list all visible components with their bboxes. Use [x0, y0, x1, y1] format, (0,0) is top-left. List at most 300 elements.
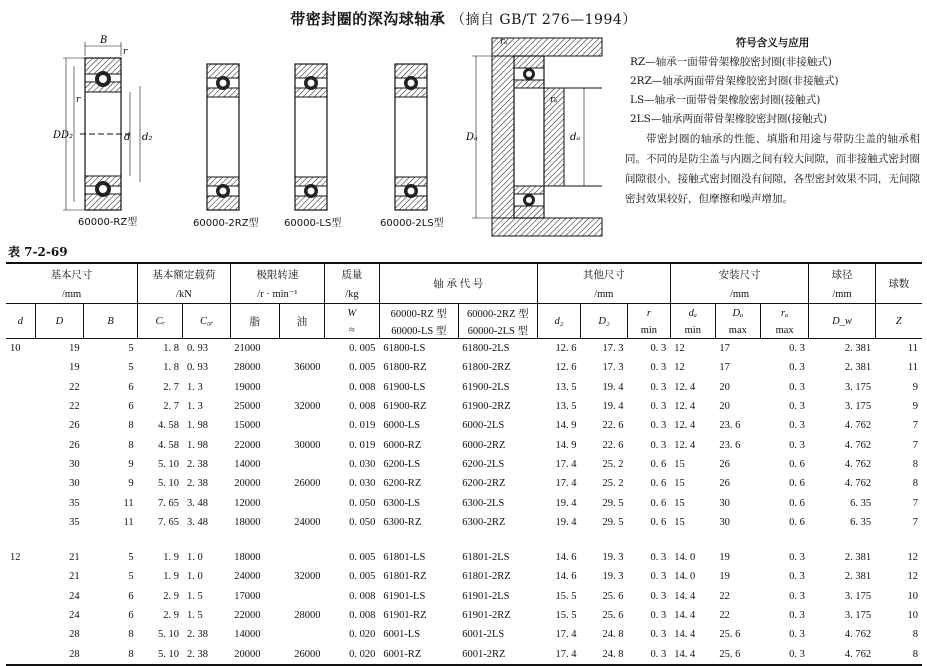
cell-d [6, 644, 35, 664]
table-row [6, 548, 922, 567]
cell-da: 14. 0 [674, 571, 696, 583]
cell-oil: 26000 [294, 478, 321, 490]
table-row [6, 606, 922, 625]
cell-C0r: 1. 5 [186, 610, 203, 621]
cell-B: 6 [128, 381, 134, 393]
cell-c2 [458, 532, 537, 548]
cell-d2: 13. 5 [555, 401, 577, 413]
cell-d [6, 606, 35, 625]
cell-D: 24 [69, 590, 80, 602]
cell-D: 21 [69, 571, 80, 583]
cell-da: 15 [674, 497, 685, 509]
cell-d2: 17. 4 [555, 478, 577, 490]
cell-d: 10 [10, 343, 21, 355]
cell-oil: 28000 [294, 610, 321, 621]
cell-r: 0. 3 [650, 629, 667, 641]
cell-Cr: 1. 8 [163, 343, 179, 355]
col-da: dₐ [670, 304, 715, 323]
cell-W: 0. 008 [349, 401, 376, 413]
cell-C0r: 3. 48 [186, 497, 208, 509]
cell-D2: 25. 2 [602, 458, 624, 470]
cell-B: 11 [123, 516, 134, 528]
cell-B: 8 [128, 439, 134, 451]
cell-Z: 10 [907, 610, 918, 621]
cell-Dw: 4. 762 [844, 629, 872, 641]
cell-da: 14. 4 [674, 590, 696, 602]
cell-D: 30 [69, 458, 80, 470]
cell-D: 35 [69, 497, 80, 509]
cell-ra: 0. 3 [789, 343, 805, 355]
col-Cr: Cᵣ [138, 304, 183, 339]
col-ra: rₐ [760, 304, 809, 323]
cell-d [6, 455, 35, 474]
col-B: B [84, 304, 138, 339]
cell-Dw [809, 532, 875, 548]
cell-D: 26 [69, 420, 80, 432]
cell-r: 0. 3 [650, 381, 667, 393]
cell-W [325, 532, 380, 548]
cell-Z: 12 [907, 552, 918, 564]
cell-d2: 19. 4 [555, 497, 577, 509]
cell-W: 0. 020 [325, 644, 380, 664]
dim-da: dₐ [570, 132, 581, 143]
cell-W: 0. 008 [349, 381, 376, 393]
legend-item-2rz: 2RZ—轴承两面带骨架橡胶密封圈(非接触式) [630, 75, 839, 87]
header-other: 其他尺寸 [537, 263, 670, 285]
cell-d [6, 513, 35, 532]
cell-Dw: 2. 381 [844, 362, 872, 374]
header-ball-dia: 球径 [809, 263, 875, 285]
cell-C0r: 3. 48 [186, 516, 208, 528]
cell-d2: 14. 6 [555, 552, 577, 564]
cell-Dw: 3. 175 [844, 610, 872, 621]
cell-Da: 22 [719, 590, 730, 602]
cell-d [6, 435, 35, 454]
cell-W: 0. 005 [349, 552, 376, 564]
cell-ra: 0. 3 [789, 629, 805, 641]
cell-d [6, 625, 35, 644]
cell-D2: 17. 3 [602, 343, 624, 355]
cell-D: 22 [69, 381, 80, 393]
cell-B: 8 [84, 644, 138, 664]
cell-grease: 25000 [234, 401, 261, 413]
cell-Z: 8 [912, 458, 918, 470]
cell-D: 26 [69, 439, 80, 451]
cell-grease: 28000 [234, 362, 261, 374]
cell-Cr: 4. 58 [157, 420, 179, 432]
cell-Da: 19 [719, 552, 730, 564]
cell-Z [875, 532, 922, 548]
cell-c2: 61800-2RZ [462, 362, 511, 374]
legend-item-ls: LS—轴承一面带骨架橡胶密封圈(接触式) [630, 94, 821, 106]
cell-W: 0. 019 [349, 439, 376, 451]
header-ball-num: 球数 [875, 263, 922, 304]
cell-da: 12 [674, 343, 685, 355]
cell-da: 15 [674, 478, 685, 490]
figure-ls [295, 64, 327, 210]
cell-Z: 9 [912, 381, 918, 393]
cell-grease: 20000 [234, 478, 261, 490]
col-d2: d₂ [537, 304, 580, 339]
cell-c2: 6300-2RZ [462, 516, 506, 528]
cell-C0r: 2. 38 [186, 629, 208, 641]
cell-Cr: 4. 58 [157, 439, 179, 451]
cell-C0r: 1. 3 [186, 381, 203, 393]
cell-B: 6 [128, 401, 134, 413]
cell-D: 19 [69, 343, 80, 355]
cell-c2: 61900-2RZ [462, 401, 511, 413]
cell-B: 11 [123, 497, 134, 509]
cell-D: 22 [69, 401, 80, 413]
cell-r: 0. 6 [650, 458, 667, 470]
cell-ra: 0. 6 [789, 497, 805, 509]
cell-Da: 30 [719, 516, 730, 528]
table-row [6, 378, 922, 397]
cell-ra: 0. 3 [789, 610, 805, 621]
col-d: d [6, 304, 35, 339]
cell-C0r: 1. 0 [186, 571, 203, 583]
cell-c2: 61901-2LS [462, 590, 510, 602]
cell-Cr: 5. 10 [138, 644, 183, 664]
cell-Dw: 2. 381 [844, 343, 872, 355]
cell-c1: 61901-LS [383, 590, 426, 602]
cell-ra: 0. 6 [789, 458, 805, 470]
cell-C0r: 1. 5 [186, 590, 203, 602]
cell-da: 12. 4 [674, 439, 696, 451]
cell-C0r: 1. 98 [186, 420, 208, 432]
cell-c2: 6000-2LS [462, 420, 505, 432]
header-row-1 [6, 263, 922, 285]
cell-oil [279, 548, 324, 567]
cell-d [6, 378, 35, 397]
table-row [6, 416, 922, 435]
cell-grease: 17000 [234, 590, 261, 602]
cell-oil: 26000 [279, 644, 324, 664]
cell-da: 12. 4 [674, 420, 696, 432]
cell-B: 8 [128, 629, 134, 641]
table-row [6, 493, 922, 512]
cell-Dw: 4. 762 [844, 478, 872, 490]
col-r: r [627, 304, 670, 323]
dim-D: D [53, 130, 62, 141]
cell-Z: 11 [907, 343, 918, 355]
cell-grease: 14000 [234, 458, 261, 470]
cell-D2: 19. 4 [602, 401, 624, 413]
col-r-min: min [627, 322, 670, 339]
cell-oil [279, 339, 324, 359]
cell-D2: 22. 6 [602, 420, 624, 432]
cell-da: 14. 4 [674, 610, 696, 621]
cell-d [6, 567, 35, 586]
table-row [6, 339, 922, 359]
cell-d2: 19. 4 [555, 516, 577, 528]
cell-oil [279, 416, 324, 435]
cell-d [6, 532, 35, 548]
cell-ra: 0. 3 [789, 420, 805, 432]
cell-d [6, 493, 35, 512]
cell-D2: 29. 5 [602, 516, 624, 528]
dim-ra-inner: rₐ [550, 95, 558, 105]
col-ra-max: max [760, 322, 809, 339]
cell-Z: 10 [907, 590, 918, 602]
cell-W: 0. 020 [349, 629, 376, 641]
cell-grease: 12000 [234, 497, 261, 509]
cell-da: 14. 4 [674, 629, 696, 641]
table-row [6, 567, 922, 586]
cell-oil: 24000 [294, 516, 321, 528]
col-W: W [325, 304, 380, 323]
cell-D2: 19. 3 [602, 552, 624, 564]
cell-c1: 6000-RZ [383, 439, 422, 451]
cell-c1: 61801-LS [383, 552, 426, 564]
cell-da: 14. 0 [674, 552, 696, 564]
cell-r [627, 532, 670, 548]
col-D2: D₂ [581, 304, 628, 339]
cell-d2: 17. 4 [537, 644, 580, 664]
cell-grease: 18000 [234, 552, 261, 564]
cell-ra: 0. 3 [789, 439, 805, 451]
header-row-3 [6, 304, 922, 323]
cell-d2: 14. 9 [555, 439, 577, 451]
cell-ra: 0. 6 [789, 478, 805, 490]
cell-da: 14. 4 [670, 644, 715, 664]
cell-B: 8 [128, 420, 134, 432]
cell-B: 9 [128, 478, 134, 490]
cell-Cr: 1. 8 [163, 362, 179, 374]
col-code-rz: 60000-RZ 型 [379, 304, 458, 323]
cell-Da: 25. 6 [715, 644, 760, 664]
legend-item-2ls: 2LS—轴承两面带骨架橡胶密封圈(接触式) [630, 113, 828, 125]
cell-c2: 6300-2LS [462, 497, 505, 509]
cell-r: 0. 3 [650, 343, 667, 355]
cell-C0r: 1. 98 [186, 439, 208, 451]
cell-D: 30 [69, 478, 80, 490]
cell-Z: 8 [912, 478, 918, 490]
cell-grease: 22000 [234, 439, 261, 451]
cell-Z: 7 [912, 420, 918, 432]
cell-D: 19 [69, 362, 80, 374]
dim-d2: d₂ [142, 132, 153, 143]
table-row [6, 513, 922, 532]
cell-B: 6 [128, 590, 134, 602]
cell-W: 0. 050 [349, 516, 376, 528]
table-row [6, 644, 922, 664]
cell-Cr: 5. 10 [157, 478, 179, 490]
cell-c1: 61800-LS [383, 343, 426, 355]
cell-Da: 23. 6 [719, 420, 741, 432]
cell-d2: 17. 4 [555, 458, 577, 470]
cell-d2: 12. 6 [555, 362, 577, 374]
cell-D2: 25. 6 [602, 610, 624, 621]
cell-Z: 8 [875, 644, 922, 664]
cell-c1: 61801-RZ [383, 571, 427, 583]
cell-D2: 19. 4 [602, 381, 624, 393]
cell-Cr: 7. 65 [157, 497, 179, 509]
title-source: （摘自 GB/T 276—1994） [450, 12, 637, 28]
dim-D2: D₂ [61, 130, 74, 141]
cell-W: 0. 030 [349, 458, 376, 470]
header-install: 安装尺寸 [670, 263, 809, 285]
cell-r: 0. 3 [650, 571, 667, 583]
unit-install: /mm [670, 285, 809, 304]
cell-Cr: 1. 9 [163, 571, 179, 583]
cell-Dw: 3. 175 [844, 401, 872, 413]
cell-Dw: 6. 35 [850, 516, 872, 528]
cell-r: 0. 6 [650, 497, 667, 509]
cell-Dw: 4. 762 [844, 439, 872, 451]
cell-C0r: 2. 38 [186, 478, 208, 490]
table-body [6, 339, 922, 665]
cell-c2: 6001-2LS [462, 629, 505, 641]
cell-C0r: 0. 93 [186, 343, 208, 355]
cell-ra: 0. 3 [789, 401, 805, 413]
cell-Da: 20 [719, 381, 730, 393]
cell-C0r: 2. 38 [183, 644, 230, 664]
cell-da [670, 532, 715, 548]
cell-Cr: 2. 9 [163, 610, 179, 621]
cell-Cr: 2. 9 [163, 590, 179, 602]
header-mass: 质量 [325, 263, 380, 285]
cell-grease: 21000 [234, 343, 261, 355]
cell-c1: 6200-RZ [383, 478, 422, 490]
cell-oil [279, 455, 324, 474]
dim-d: d [124, 132, 131, 143]
cell-Z: 9 [912, 401, 918, 413]
col-Da: Dₐ [715, 304, 760, 323]
cell-W: 0. 019 [349, 420, 376, 432]
unit-load: /kN [138, 285, 231, 304]
cell-Da: 17 [719, 343, 730, 355]
table-row [6, 625, 922, 644]
col-C0r: C₀ᵣ [183, 304, 230, 339]
figure-rz [63, 42, 140, 210]
cell-C0r: 1. 0 [186, 552, 203, 564]
cell-r: 0. 3 [627, 644, 670, 664]
caption-2ls: 60000-2LS型 [380, 218, 444, 229]
cell-ra: 0. 3 [760, 644, 809, 664]
cell-oil [279, 587, 324, 606]
dim-Da: Dₐ [466, 132, 478, 143]
header-speed: 极限转速 [230, 263, 324, 285]
cell-c1: 6300-RZ [383, 516, 422, 528]
cell-grease: 22000 [234, 610, 261, 621]
unit-other: /mm [537, 285, 670, 304]
cell-d2: 14. 6 [555, 571, 577, 583]
cell-oil: 32000 [294, 571, 321, 583]
cell-ra: 0. 3 [789, 552, 805, 564]
col-code-2rz: 60000-2RZ 型 [458, 304, 537, 323]
cell-d2: 14. 9 [555, 420, 577, 432]
cell-c2: 6200-2RZ [462, 478, 506, 490]
cell-Dw: 3. 175 [844, 381, 872, 393]
title-main: 带密封圈的深沟球轴承 [290, 10, 446, 28]
cell-Dw: 4. 762 [844, 458, 872, 470]
col-Dw: D_w [809, 304, 875, 339]
cell-Da: 19 [719, 571, 730, 583]
legend-paragraph: 带密封圈的轴承的性能、填脂和用途与带防尘盖的轴承相同。不同的是防尘盖与内圈之间有较大间隙，而非接触式密封圈间隙很小，接触式密封圈没有间隙，各型密封效果不同，无间隙密封效果较好，但摩擦和噪声增加。 [625, 133, 920, 205]
cell-d [6, 397, 35, 416]
cell-c2: 61801-2RZ [462, 571, 511, 583]
cell-d2 [537, 532, 580, 548]
col-Da-max: max [715, 322, 760, 339]
cell-Cr: 1. 9 [163, 552, 179, 564]
table-row [6, 435, 922, 454]
cell-c1 [379, 532, 458, 548]
cell-da: 15 [674, 516, 685, 528]
cell-Da: 25. 6 [719, 629, 741, 641]
cell-W: 0. 005 [349, 343, 376, 355]
page-title [0, 8, 927, 29]
dim-r-top: r [123, 47, 128, 57]
cell-d [6, 587, 35, 606]
cell-D: 21 [69, 552, 80, 564]
cell-Dw: 3. 175 [844, 590, 872, 602]
cell-D2: 29. 5 [602, 497, 624, 509]
unit-basic-dims: /mm [61, 288, 82, 300]
cell-Dw: 6. 35 [850, 497, 872, 509]
caption-2rz: 60000-2RZ型 [193, 218, 259, 229]
cell-c1: 61901-RZ [383, 610, 427, 621]
cell-Da: 26 [719, 458, 730, 470]
table-row [6, 397, 922, 416]
cell-da: 12. 4 [674, 381, 696, 393]
cell-Da: 20 [719, 401, 730, 413]
cell-d2: 17. 4 [555, 629, 577, 641]
cell-d [6, 474, 35, 493]
cell-D: 28 [35, 644, 83, 664]
cell-D: 24 [69, 610, 80, 621]
cell-ra: 0. 3 [789, 362, 805, 374]
caption-rz: 60000-RZ型 [78, 217, 138, 228]
cell-oil: 30000 [294, 439, 321, 451]
cell-Z: 7 [912, 439, 918, 451]
cell-D2: 17. 3 [602, 362, 624, 374]
cell-W: 0. 008 [349, 610, 376, 621]
cell-r: 0. 3 [650, 420, 667, 432]
cell-D: 28 [69, 629, 80, 641]
cell-oil [279, 493, 324, 512]
unit-mass: /kg [325, 285, 380, 304]
cell-B: 9 [128, 458, 134, 470]
cell-Z: 8 [912, 629, 918, 641]
cell-grease: 18000 [234, 516, 261, 528]
col-Z: Z [875, 304, 922, 339]
cell-Cr [138, 532, 183, 548]
bearing-table [6, 262, 922, 666]
cell-r: 0. 6 [650, 516, 667, 528]
cell-Da: 23. 6 [719, 439, 741, 451]
cell-oil: 32000 [294, 401, 321, 413]
table-row [6, 358, 922, 377]
cell-grease [230, 532, 279, 548]
header-code: 轴 承 代 号 [379, 263, 537, 304]
table-row [6, 587, 922, 606]
table-number: 表 7-2-69 [8, 245, 68, 259]
group-gap-row [6, 532, 922, 548]
cell-c2: 61801-2LS [462, 552, 510, 564]
cell-c1: 6001-LS [383, 629, 421, 641]
cell-C0r: 2. 38 [186, 458, 208, 470]
cell-Dw: 4. 762 [809, 644, 875, 664]
cell-r: 0. 6 [650, 478, 667, 490]
cell-oil [279, 625, 324, 644]
cell-c1: 61900-LS [383, 381, 426, 393]
cell-Z: 7 [912, 497, 918, 509]
cell-B: 5 [128, 552, 134, 564]
cell-D2: 24. 8 [602, 629, 624, 641]
dim-r-left: r [76, 95, 81, 105]
cell-C0r: 0. 93 [186, 362, 208, 374]
